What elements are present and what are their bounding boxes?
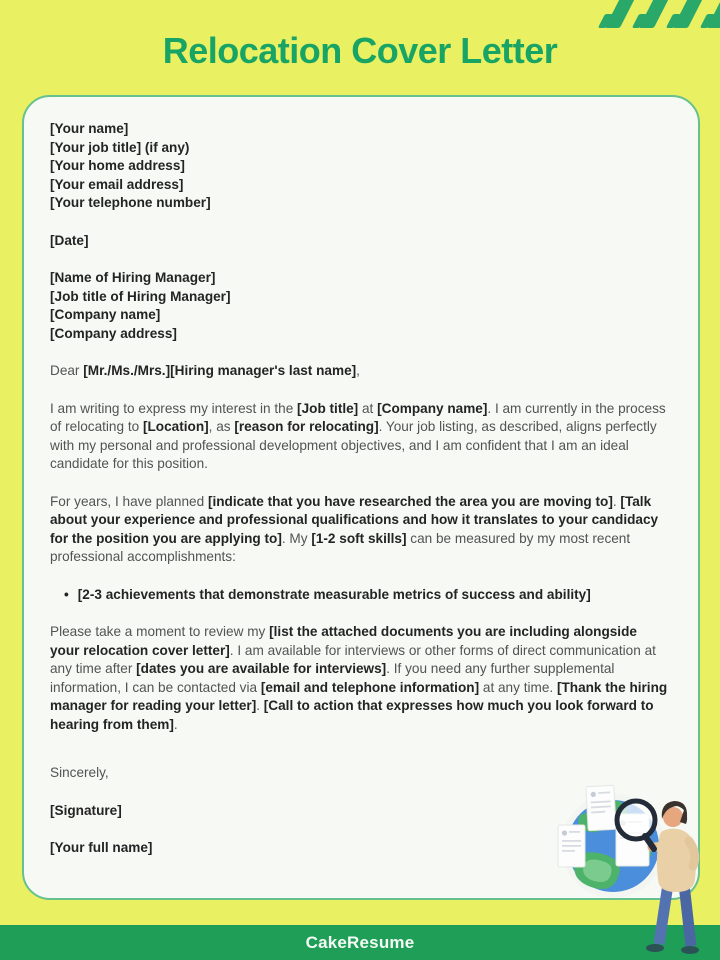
letter-body	[50, 120, 670, 877]
letter-text: For years, I have planned	[50, 493, 208, 509]
brand-logo: CakeResume	[305, 932, 415, 952]
letter-line	[50, 325, 670, 344]
placeholder-text: [1-2 soft skills]	[311, 530, 407, 546]
slash-icon	[605, 0, 636, 28]
letter-line	[50, 194, 670, 213]
letter-text: . Your job listing, as described, aligns perfectly with my personal and professional development objectives, and I am confident that I am an ideal candidate for this position.	[50, 419, 657, 471]
letter-text: Dear	[50, 363, 84, 378]
placeholder-text: [Your job title] (if any)	[50, 139, 190, 155]
letter-text: . I am available for interviews or other forms of direct communication at any time after	[50, 642, 656, 676]
placeholder-text: [indicate that you have researched the area you are moving to]	[207, 493, 613, 509]
letter-line	[50, 157, 670, 176]
placeholder-text: [2-3 achievements that demonstrate measurable metrics of success and ability]	[77, 586, 591, 602]
bullet-text	[78, 586, 591, 605]
letter-text: Please take a moment to review my	[50, 624, 270, 639]
letter-block-lines	[50, 120, 670, 213]
letter-text: at any time.	[479, 679, 557, 695]
placeholder-text: [Your telephone number]	[50, 195, 211, 210]
letter-block-lines	[50, 232, 670, 251]
placeholder-text: [Talk about your experience and professional qualifications and how it translates to your candidacy for the position you are applying to]	[50, 493, 659, 546]
placeholder-text: [reason for relocating]	[234, 419, 379, 434]
letter-text: .	[256, 698, 264, 713]
letter-text: .	[612, 493, 621, 509]
letter-block-para	[50, 764, 670, 783]
placeholder-text: [Name of Hiring Manager]	[50, 270, 216, 285]
placeholder-text: [Company name]	[377, 400, 488, 416]
decorative-slashes	[613, 0, 720, 28]
placeholder-text: [Date]	[50, 232, 89, 248]
placeholder-text: [Company name]	[50, 307, 161, 322]
placeholder-text: [Job title]	[297, 400, 359, 416]
placeholder-text: [list the attached documents you are including alongside your relocation cover letter]	[50, 624, 637, 658]
letter-text: . My	[281, 530, 312, 546]
placeholder-text: [dates you are available for interviews]	[136, 661, 387, 676]
letter-line	[50, 306, 670, 325]
placeholder-text: [Call to action that expresses how much you look forward to hearing from them]	[50, 698, 654, 732]
slash-icon	[707, 0, 720, 28]
letter-line	[50, 139, 670, 158]
letter-line	[50, 176, 670, 195]
letter-block-bullet	[50, 586, 670, 605]
placeholder-text: [Company address]	[50, 325, 177, 341]
letter-block-para	[50, 623, 670, 734]
shoe	[681, 946, 699, 954]
placeholder-text: [Your name]	[50, 121, 129, 136]
letter-line	[50, 232, 670, 251]
letter-line	[50, 288, 670, 307]
document-icon	[558, 825, 585, 867]
placeholder-text: [Your home address]	[50, 158, 185, 173]
letter-block-para	[50, 362, 670, 381]
letter-text: .	[173, 716, 178, 732]
letter-text: can be measured by my most recent professional accomplishments:	[50, 530, 631, 564]
letter-text: , as	[208, 419, 235, 434]
letter-card	[22, 95, 700, 900]
placeholder-text: [Job title of Hiring Manager]	[50, 288, 231, 304]
placeholder-text: [Thank the hiring manager for reading your letter]	[50, 679, 668, 713]
document-icon	[586, 785, 616, 830]
globe-search-illustration	[556, 784, 720, 960]
letter-text: . If you need any further supplemental information, I can be contacted via	[50, 661, 615, 695]
placeholder-text: [Signature]	[50, 802, 122, 818]
placeholder-text: [Mr./Ms./Mrs.][Hiring manager's last name]	[83, 363, 357, 378]
letter-text: at	[358, 400, 378, 416]
placeholder-text: [Your full name]	[50, 840, 153, 855]
letter-text: . I am currently in the process of relocating to	[50, 400, 666, 434]
letter-text: I am writing to express my interest in the	[50, 400, 298, 416]
slash-icon	[639, 0, 670, 28]
bullet-icon: •	[64, 586, 69, 602]
letter-line	[50, 120, 670, 139]
shoe	[646, 944, 664, 952]
letter-text: ,	[356, 363, 360, 378]
placeholder-text: [email and telephone information]	[260, 679, 480, 695]
letter-line	[50, 269, 670, 288]
page-title: Relocation Cover Letter	[162, 30, 558, 71]
letter-text: Sincerely,	[50, 765, 109, 780]
letter-block-lines	[50, 269, 670, 343]
slash-icon	[673, 0, 704, 28]
letter-block-para	[50, 493, 670, 567]
letter-block-para	[50, 400, 670, 474]
placeholder-text: [Your email address]	[50, 176, 184, 192]
placeholder-text: [Location]	[142, 419, 209, 434]
